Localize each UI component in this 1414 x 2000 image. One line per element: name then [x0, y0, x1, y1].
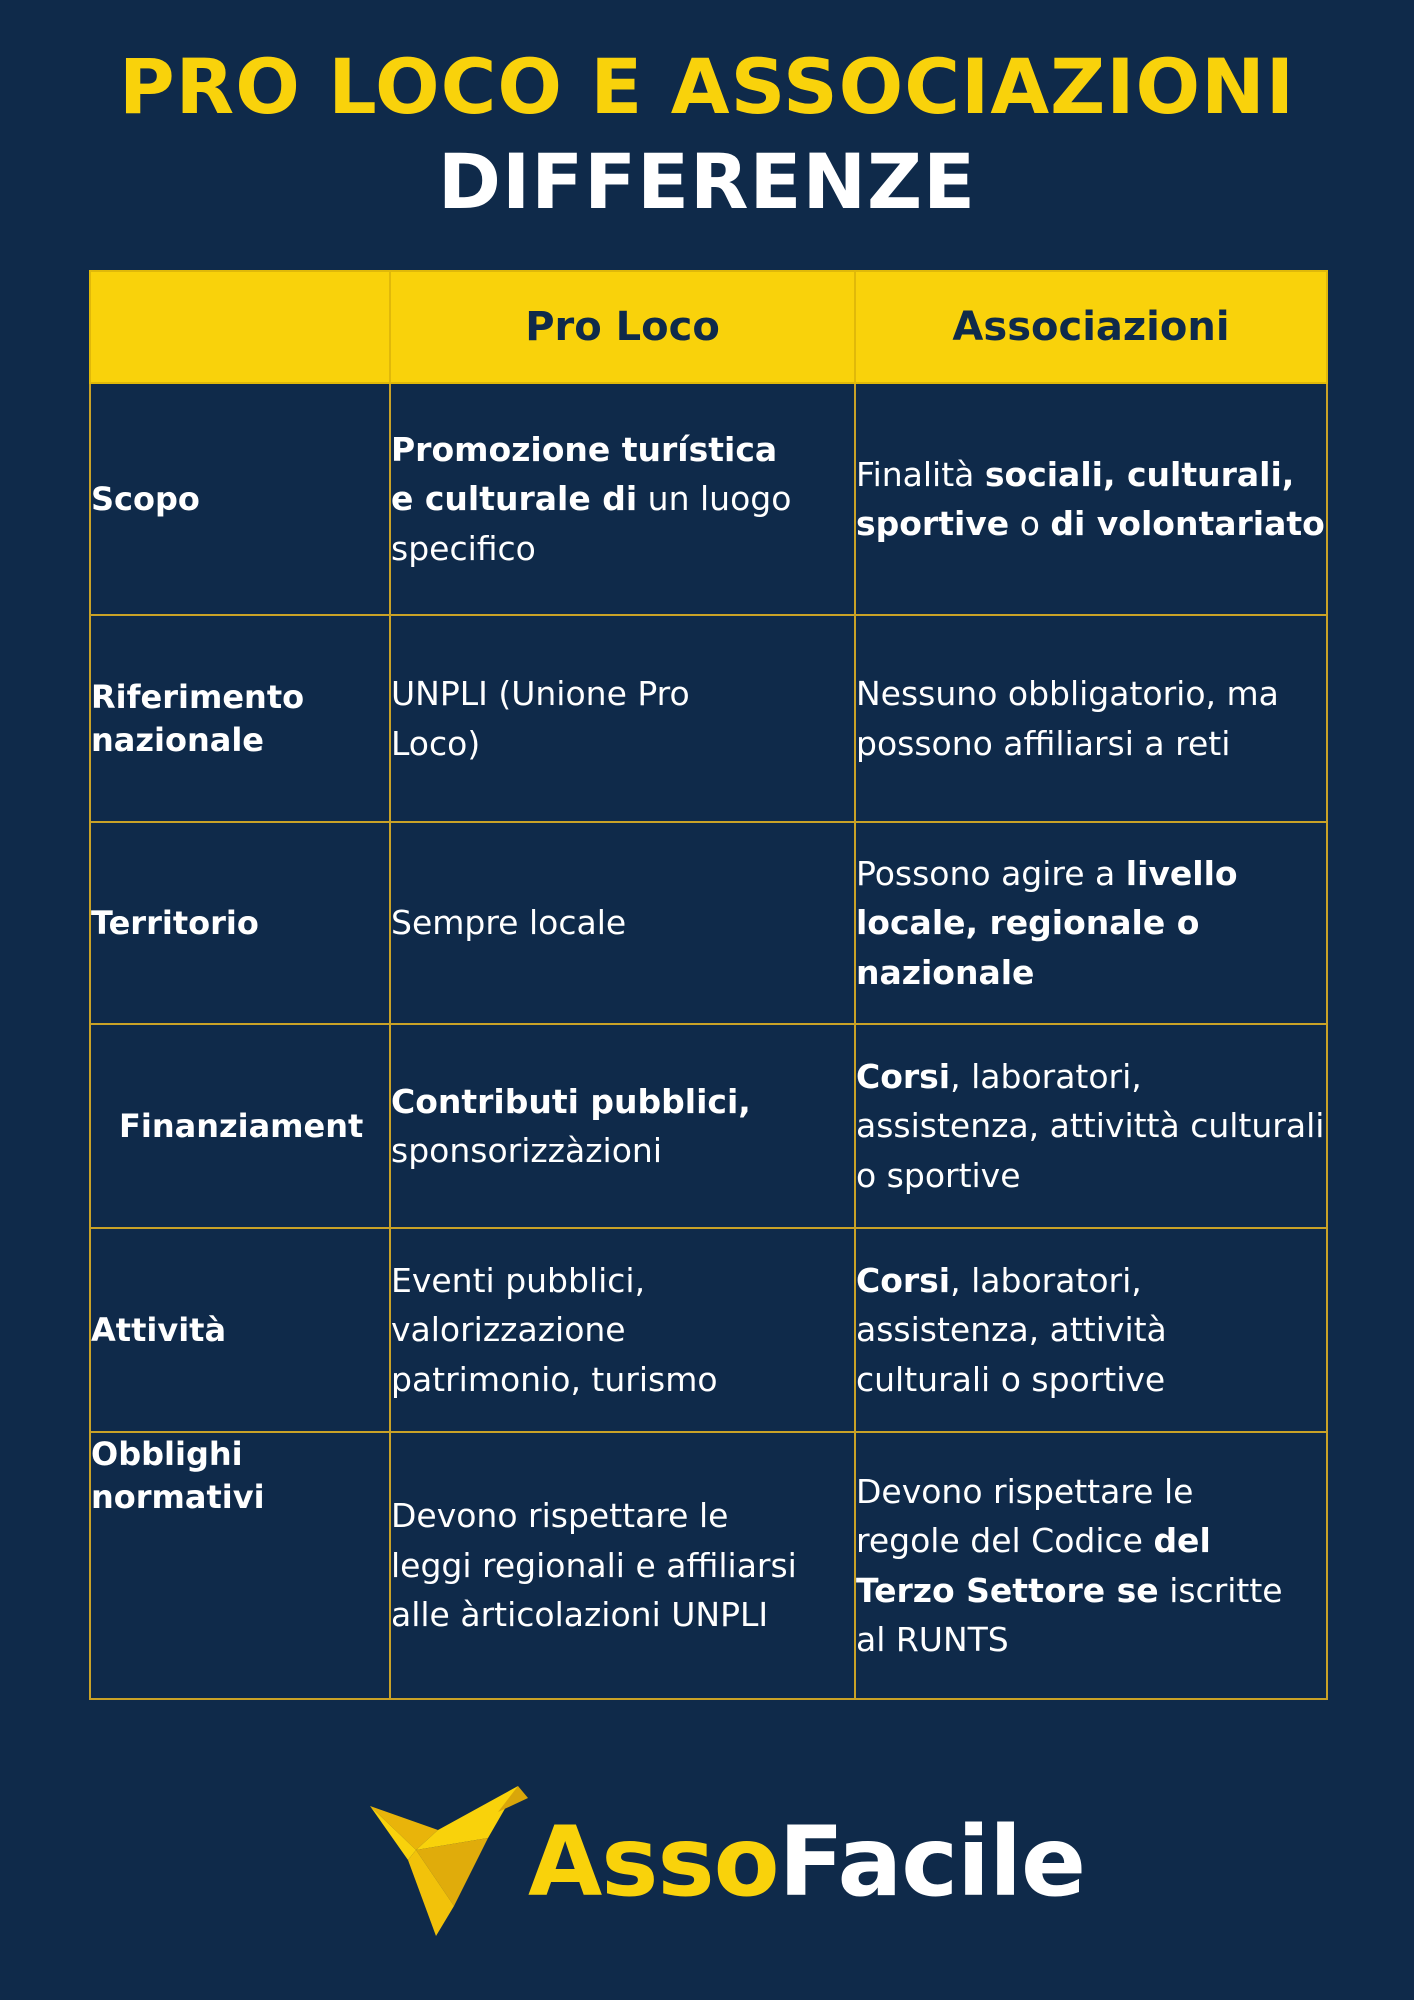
cell-text: iscritte al RUNTS	[856, 1570, 1283, 1659]
cell-pro-loco	[390, 383, 855, 615]
cell-text-bold: e culturale di	[391, 479, 638, 519]
comparison-table	[89, 270, 1328, 1700]
cell-text-bold: livello locale, regionale o nazionale	[856, 853, 1238, 992]
cell-text: Devono rispettare le regole del Codice	[856, 1471, 1194, 1560]
cell-text-bold: di volontariato	[1050, 504, 1325, 543]
page-subtitle: DIFFERENZE	[437, 137, 977, 226]
brand-name	[528, 1806, 1085, 1918]
cell-text-bold: Corsi	[856, 1260, 951, 1300]
cell-associazioni	[855, 1432, 1327, 1699]
row-label-scopo: Scopo	[90, 383, 390, 615]
table-row	[90, 1432, 1327, 1699]
table-row	[90, 615, 1327, 822]
table-row	[90, 822, 1327, 1024]
cell-text: Sempre locale	[391, 903, 627, 943]
cell-associazioni	[855, 615, 1327, 822]
origami-bird-icon	[368, 1778, 528, 1938]
cell-associazioni	[855, 1228, 1327, 1432]
column-header-empty	[90, 271, 390, 383]
column-header-associazioni: Associazioni	[855, 271, 1327, 383]
cell-text-bold: del Terzo Settore se	[856, 1521, 1211, 1610]
row-label-riferimento-nazionale: Riferimento nazionale	[90, 615, 390, 822]
cell-pro-loco	[390, 1024, 855, 1228]
cell-text: o	[1009, 504, 1051, 543]
cell-pro-loco	[390, 615, 855, 822]
cell-text: , laboratori, assistenza, attivittà culturali o sportive	[856, 1056, 1325, 1195]
cell-text: UNPLI (Unione Pro Loco)	[391, 674, 690, 763]
cell-text-bold: Corsi	[856, 1056, 951, 1096]
table-row	[90, 383, 1327, 615]
page-title: PRO LOCO E ASSOCIAZIONI	[118, 42, 1296, 131]
cell-text-bold: Promozione turística	[391, 429, 778, 469]
table-row	[90, 1228, 1327, 1432]
cell-pro-loco	[390, 1432, 855, 1699]
cell-text-bold: Contributi pubblici,	[391, 1081, 751, 1121]
table-row	[90, 1024, 1327, 1228]
row-label-obblighi-normativi: Obblighi normativi	[90, 1432, 390, 1699]
brand-name-part2: Facile	[778, 1806, 1086, 1918]
cell-pro-loco	[390, 1228, 855, 1432]
cell-associazioni	[855, 822, 1327, 1024]
cell-text-bold: sociali, culturali, sportive	[856, 454, 1295, 543]
cell-text: , laboratori, assistenza, attività culturali o sportive	[856, 1260, 1167, 1399]
cell-associazioni	[855, 1024, 1327, 1228]
row-label-finanziament: Finanziament	[90, 1024, 390, 1228]
cell-text: Eventi pubblici, valorizzazione patrimonio, turismo	[391, 1260, 718, 1399]
row-label-attivita: Attività	[90, 1228, 390, 1432]
cell-text: Possono agire a	[856, 853, 1126, 893]
row-label-territorio: Territorio	[90, 822, 390, 1024]
cell-text: Finalità	[856, 454, 985, 494]
brand-logo	[368, 1778, 1086, 1938]
brand-name-part1: Asso	[528, 1806, 779, 1918]
cell-text: un luogo specifico	[391, 479, 792, 568]
cell-associazioni	[855, 383, 1327, 615]
cell-text: sponsorizzàzioni	[391, 1131, 662, 1170]
column-header-pro-loco: Pro Loco	[390, 271, 855, 383]
cell-text: Nessuno obbligatorio, ma possono affiliarsi a reti	[856, 674, 1279, 763]
table-header-row	[90, 271, 1327, 383]
cell-text: Devono rispettare le leggi regionali e affiliarsi alle àrticolazioni UNPLI	[391, 1496, 797, 1635]
cell-pro-loco	[390, 822, 855, 1024]
